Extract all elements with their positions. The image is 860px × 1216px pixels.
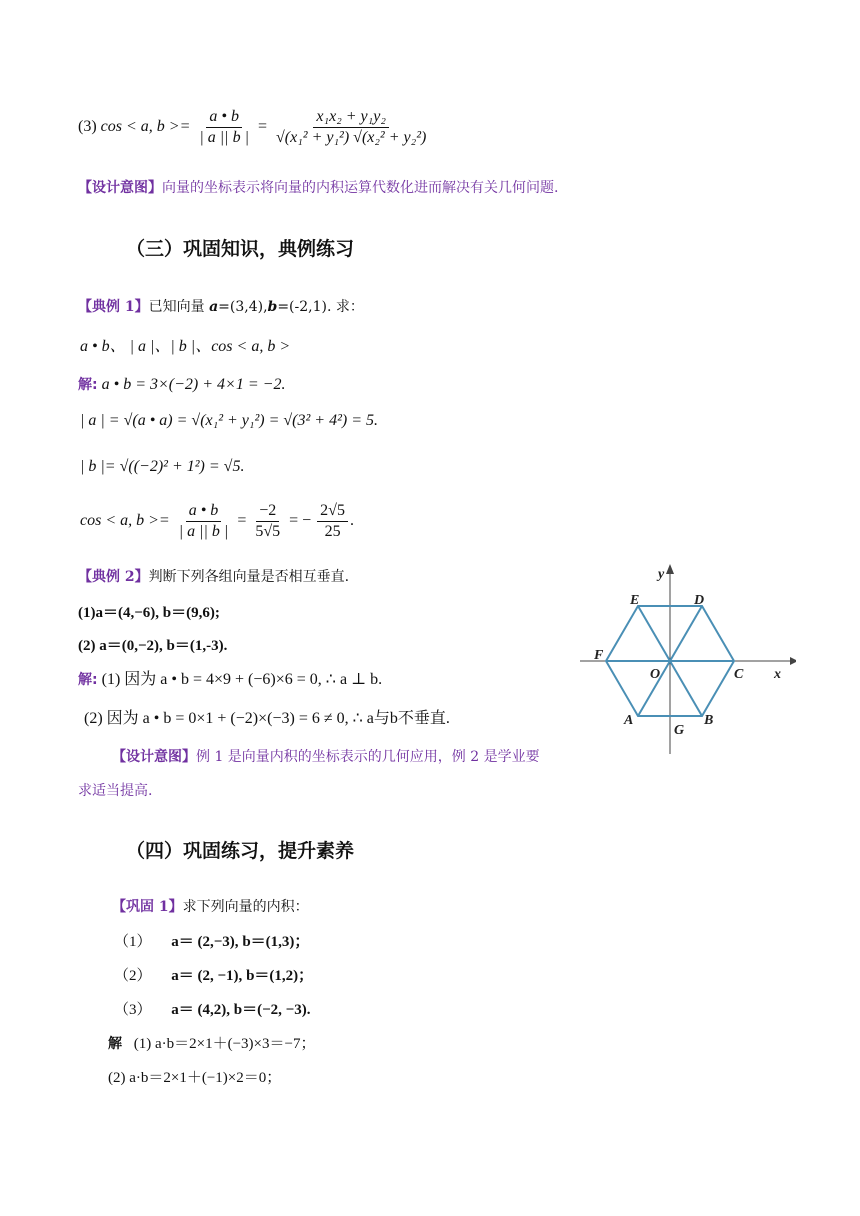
solution-label: 解: [78,377,98,393]
label-o: O [650,667,661,682]
example-2-tag: 【典例 2】 [78,569,149,585]
label-a: A [624,713,634,728]
design-intent-2-line-2: 求适当提高. [78,783,153,799]
consolidation-solution-2: (2) a·b＝2×1＋(−1)×2＝0； [108,1070,282,1086]
consolidation-1-statement: 【巩固 1】求下列向量的内积： [112,899,309,915]
example-1-ask: a • b、 | a |、| b |、cos < a, b > [80,338,291,355]
design-intent-text: 向量的坐标表示将向量的内积运算代数化进而解决有关几何问题. [162,180,559,196]
label-y: y [658,567,665,582]
formula-fraction-1 [196,108,252,147]
design-intent-tag: 【设计意图】 [78,180,162,196]
consolidation-1-tag: 【巩固 1】 [112,899,183,915]
label-c: C [734,667,744,682]
design-intent-1 [78,177,558,197]
example-1-statement: 【典例 1】已知向量 a=(3,4),b=(-2,1). 求： [78,299,364,315]
formula-label: (3) [78,118,97,136]
x-axis-arrow [790,657,796,665]
label-d: D [694,593,705,608]
formula-fraction-2 [273,108,429,147]
example-2-statement: 【典例 2】判断下列各组向量是否相互垂直. [78,569,350,585]
label-x: x [774,667,781,682]
label-b: B [704,713,714,728]
fraction: $\frac{a • b}{| a || b |}$ [178,502,229,540]
example-1-solution-line-4: cos < a, b >= $\frac{a • b}{| a || b |}$ = $\frac{-2}{5√5}$ = − $\frac{2√5}{25}$ . [80,502,354,540]
example-2-item-1: (1)a＝(4,−6), b＝(9,6); [78,605,220,621]
design-intent-2-line-1: 【设计意图】例 1 是向量内积的坐标表示的几何应用，例 2 是学业要 [112,749,540,765]
fraction-numerator: x₁x₂ + y₁y₂ [313,108,388,128]
formula-cos-coordinate: (3) cos < a, b >= $\frac{a • b}{| a || b |}$ = $\frac{\text{x₁x₂ + y₁y₂}}{\text{√(x₁² + y₁²) √(x₂² + y₂²)}}$ [78,108,431,147]
example-2-solution-2: (2) 因为 a • b = 0×1 + (−2)×(−3) = 6 ≠ 0, ∴ a与b不垂直. [84,710,450,727]
fraction: $\frac{2√5}{25}$ [317,502,348,541]
label-e: E [630,593,640,608]
section-4-title: （四）巩固练习，提升素养 [126,840,355,862]
consolidation-item-2: （2） a＝ (2, −1), b＝(1,2)； [114,968,314,984]
fraction-denominator: √(x₁² + y₁²) √(x₂² + y₂²) [276,129,427,146]
label-f: F [594,648,604,663]
fraction: $\frac{-2}{5√5}$ [255,502,281,540]
label-g: G [674,723,685,738]
consolidation-solution-1: 解 (1) a·b＝2×1＋(−3)×3＝−7； [108,1036,316,1052]
example-2-solution-1: 解: (1) 因为 a • b = 4×9 + (−6)×6 = 0, ∴ a ⊥ b. [78,671,383,688]
y-axis-arrow [666,564,674,574]
fraction-numerator: a • b [206,108,242,128]
fraction-denominator: | a || b | [199,129,249,146]
example-1-tag: 【典例 1】 [78,299,149,315]
consolidation-item-3: （3） a＝ (4,2), b＝(−2, −3). [114,1002,311,1018]
section-3-title: （三）巩固知识，典例练习 [126,238,355,260]
example-1-solution-line-3: | b |= √((−2)² + 1²) = √5. [80,458,245,475]
example-1-solution-line-2: | a | = √(a • a) = √(x₁² + y₁²) = √(3² + 4²) = 5. [80,412,379,429]
consolidation-item-1: （1） a＝ (2,−3), b＝(1,3)； [114,934,310,950]
example-2-item-2: (2) a＝(0,−2), b＝(1,-3). [78,638,228,654]
example-1-solution-line-1: 解: a • b = 3×(−2) + 4×1 = −2. [78,376,286,393]
formula-lhs: cos < a, b >= [100,118,191,136]
hexagon-figure [576,560,796,760]
